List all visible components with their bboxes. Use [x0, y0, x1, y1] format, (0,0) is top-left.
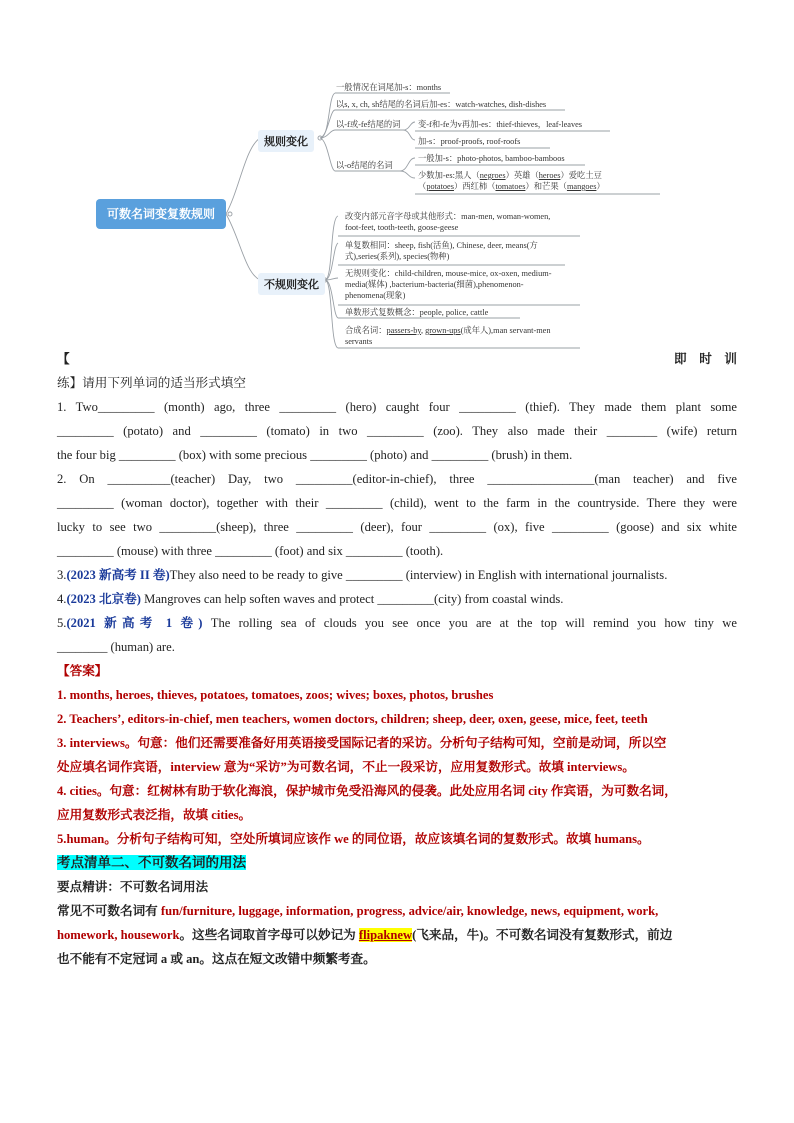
irregular-rule-4: 单数形式复数概念：people, police, cattle [345, 308, 489, 317]
branch-irregular: 不规则变化 [258, 273, 325, 295]
irregular-rule-3c: phenomena(现象) [345, 291, 406, 300]
irregular-rule-3a: 无规则变化：child-children, mouse-mice, ox-oxen, medium- [345, 269, 552, 278]
section-2-heading: 考点清单二、不可数名词的用法 [57, 855, 246, 870]
q1-line-1: 1. Two_________ (month) ago, three _________ (hero) caught four _________ (thief). They made them plant some [57, 400, 737, 414]
section-2-para-line-2: homework, housework。这些名词取首字母可以妙记为 flipaknew(飞来品，牛)。不可数名词没有复数形式，前边 [57, 928, 673, 942]
answers-heading: 【答案】 [57, 664, 108, 678]
section-2-para-line-1: 常见不可数名词有 fun/furniture, luggage, information, progress, advice/air, knowledge, news, equipment, work, [57, 904, 659, 918]
regular-rule-4c: （potatoes）西红柿（tomatoes）和芒果（mangoes） [418, 182, 605, 191]
regular-rule-4b: 少数加-es:黑人（negroes）英雄（heroes）爱吃土豆 [418, 171, 602, 180]
q1-line-3: the four big _________ (box) with some precious _________ (photo) and _________ (brush) in them. [57, 448, 573, 462]
section-2-subheading: 要点精讲：不可数名词用法 [57, 880, 209, 894]
mind-map-root: 可数名词变复数规则 [96, 199, 226, 229]
regular-rule-3: 以-f或-fe结尾的词 [336, 120, 401, 129]
q2-line-4: _________ (mouse) with three _________ (foot) and six _________ (tooth). [57, 544, 444, 558]
irregular-rule-2b: 式),series(系列), species(物种) [345, 252, 450, 261]
answer-4-line-1: 4. cities。句意：红树林有助于软化海浪，保护城市免受沿海风的侵袭。此处应用名词 city 作宾语，为可数名词， [57, 784, 677, 798]
answer-3-line-2: 处应填名词作宾语，interview 意为“采访”为可数名词，不止一段采访，应用复数形式。故填 interviews。 [57, 760, 635, 774]
regular-rule-3b: 加-s：proof-proofs, roof-roofs [418, 137, 521, 146]
q2-line-2: _________ (woman doctor), together with their _________ (child), went to the farm in the countryside. There they were [57, 496, 737, 510]
q2-line-1: 2. On __________(teacher) Day, two _________(editor-in-chief), three _________________(man teacher) and five [57, 472, 737, 486]
answer-3-line-1: 3. interviews。句意：他们还需要准备好用英语接受国际记者的采访。分析句子结构可知，空前是动词，所以空 [57, 736, 667, 750]
irregular-rule-1a: 改变内部元音字母或其他形式：man-men, woman-women, [345, 212, 551, 221]
q2-line-3: lucky to see two _________(sheep), three _________ (deer), four _________ (ox), five _________ (goose) and six white [57, 520, 737, 534]
regular-rule-1: 一般情况在词尾加-s：months [336, 83, 442, 92]
irregular-rule-2a: 单复数相同：sheep, fish(活鱼), Chinese, deer, means(方 [345, 241, 538, 250]
section-2-para-line-3: 也不能有不定冠词 a 或 an。这点在短文改错中频繁考查。 [57, 952, 376, 966]
q5-line-1: 5.(2021 新高考 1 卷) The rolling sea of clouds you see once you are at the top will remind you how tiny we [57, 616, 737, 630]
exercise-title: 练】请用下列单词的适当形式填空 [57, 376, 246, 390]
irregular-rule-5: 合成名词：passers-by, grown-ups(成年人),man servant-men [345, 326, 551, 335]
regular-rule-4a: 一般加-s：photo-photos, bamboo-bamboos [418, 154, 565, 163]
answer-4-line-2: 应用复数形式表泛指，故填 cities。 [57, 808, 252, 822]
answer-1: 1. months, heroes, thieves, potatoes, tomatoes, zoos; wives; boxes, photos, brushes [57, 688, 494, 702]
mind-map [90, 78, 680, 353]
irregular-rule-3b: media(媒体) ,bacterium-bacteria(细菌),phenomenon- [345, 280, 524, 289]
irregular-rule-1b: foot-feet, tooth-teeth, goose-geese [345, 223, 459, 232]
answer-2: 2. Teachers’, editors-in-chief, men teachers, women doctors, children; sheep, deer, oxen, geese, mice, feet, teeth [57, 712, 648, 726]
q4-line: 4.(2023 北京卷) Mangroves can help soften waves and protect _________(city) from coastal winds. [57, 592, 564, 606]
q1-line-2: _________ (potato) and _________ (tomato) in two _________ (zoo). They also made their ________ (wife) return [57, 424, 737, 438]
q5-line-2: ________ (human) are. [57, 640, 175, 654]
regular-rule-4: 以-o结尾的名词 [336, 161, 393, 170]
answer-5: 5.human。分析句子结构可知，空处所填词应该作 we 的同位语，故应该填名词的复数形式。故填 humans。 [57, 832, 650, 846]
branch-regular: 规则变化 [258, 130, 314, 152]
irregular-rule-5b: servants [345, 337, 373, 346]
regular-rule-3a: 变-f和-fe为v再加-es：thief-thieves，leaf-leaves [418, 120, 583, 129]
exercise-header-line: 【 即 时 训 [57, 352, 737, 366]
regular-rule-2: 以s, x, ch, sh结尾的名词后加-es：watch-watches, dish-dishes [336, 100, 547, 109]
q3-line: 3.(2023 新高考 II 卷)They also need to be ready to give _________ (interview) in English with international journalists. [57, 568, 668, 582]
